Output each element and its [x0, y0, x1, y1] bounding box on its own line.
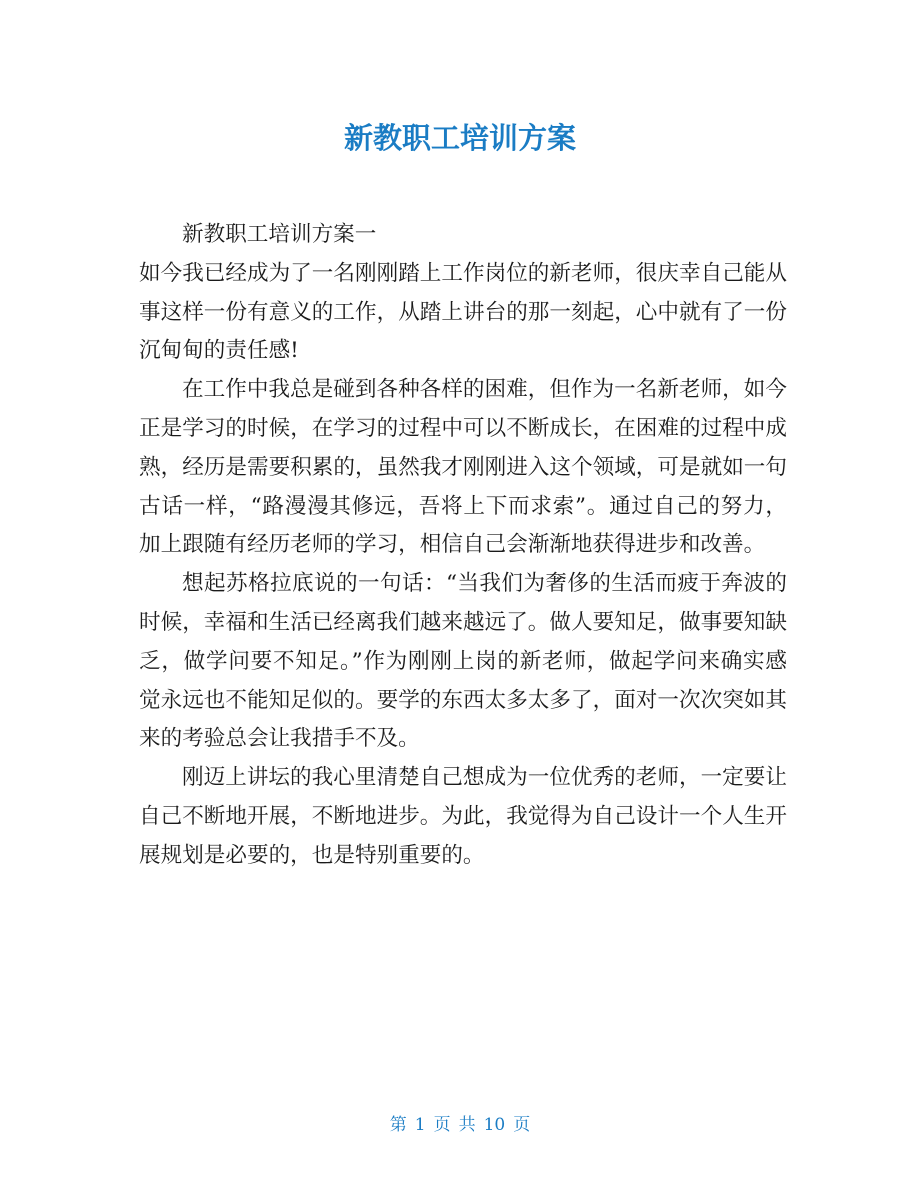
footer-total-pages: 10: [483, 1115, 506, 1135]
paragraph-3: 想起苏格拉底说的一句话：“当我们为奢侈的生活而疲于奔波的时候，幸福和生活已经离我们越来越远了。做人要知足，做事要知缺乏，做学问要不知足。”作为刚刚上岗的新老师，做起学问来确实感觉永远也不能知足似的。要学的东西太多太多了，面对一次次突如其来的考验总会让我措手不及。: [139, 571, 787, 752]
page-footer: [0, 1113, 920, 1137]
footer-total-label: 共: [458, 1115, 476, 1135]
footer-page-label: 第: [389, 1115, 407, 1135]
footer-total-unit: 页: [513, 1115, 531, 1135]
paragraph-1: 如今我已经成为了一名刚刚踏上工作岗位的新老师，很庆幸自己能从事这样一份有意义的工作，从踏上讲台的那一刻起，心中就有了一份沉甸甸的责任感!: [139, 260, 787, 364]
document-body: [139, 216, 787, 876]
footer-current-page: 1: [414, 1115, 426, 1135]
paragraph-2: 在工作中我总是碰到各种各样的困难，但作为一名新老师，如今正是学习的时候，在学习的过程中可以不断成长，在困难的过程中成熟，经历是需要积累的，虽然我才刚刚进入这个领域，可是就如一句古话一样，“路漫漫其修远，吾将上下而求索”。通过自己的努力，加上跟随有经历老师的学习，相信自己会渐渐地获得进步和改善。: [139, 377, 787, 558]
paragraph-4: 刚迈上讲坛的我心里清楚自己想成为一位优秀的老师，一定要让自己不断地开展，不断地进步。为此，我觉得为自己设计一个人生开展规划是必要的，也是特别重要的。: [139, 765, 787, 868]
footer-page-unit: 页: [433, 1115, 451, 1135]
section-heading: 新教职工培训方案一: [182, 222, 377, 247]
document-title: 新教职工培训方案: [343, 121, 576, 155]
